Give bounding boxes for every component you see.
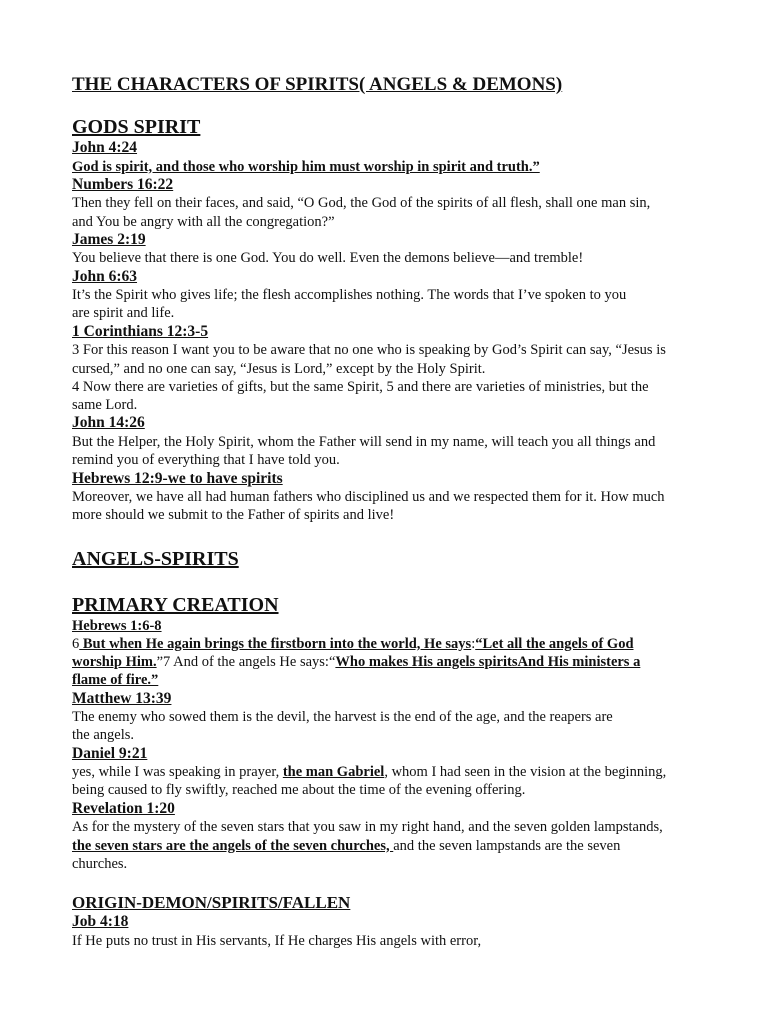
verse-hebrews-12-9-line2: more should we submit to the Father of spirits and live! [72,507,395,524]
verse-hebrews-1-6-quote1-end: worship Him. [72,653,157,670]
verse-hebrews-1-7-quote: Who makes His angels spiritsAnd His ministers a [335,653,641,670]
ref-hebrews-12-9: Hebrews 12:9-we to have spirits [72,469,283,487]
document-title: THE CHARACTERS OF SPIRITS( ANGELS & DEMONS) [72,74,563,95]
verse-revelation-1-20-line3: churches. [72,855,128,872]
heading-origin-demon: ORIGIN-DEMON/SPIRITS/FALLEN [72,893,351,913]
ref-revelation-1-20: Revelation 1:20 [72,799,175,817]
verse-revelation-post: and the seven lampstands are the seven [393,837,621,854]
heading-primary-creation: PRIMARY CREATION [72,593,279,616]
verse-hebrews-1-6-phrase1: But when He again brings the firstborn into the world, He says [79,635,472,652]
verse-number-6: 6 [72,635,80,652]
verse-daniel-9-21-line2: being caused to fly swiftly, reached me about the time of the evening offering. [72,782,526,799]
verse-1-corinthians-line2: cursed,” and no one can say, “Jesus is Lord,” except by the Holy Spirit. [72,360,486,377]
verse-matthew-13-39-line1: The enemy who sowed them is the devil, the harvest is the end of the age, and the reapers are [72,709,613,726]
ref-1-corinthians-12-3-5: 1 Corinthians 12:3-5 [72,322,209,340]
heading-angels-spirits: ANGELS-SPIRITS [72,547,239,570]
verse-james-2-19: You believe that there is one God. You do well. Even the demons believe—and tremble! [72,250,584,267]
verse-matthew-13-39-line2: the angels. [72,727,135,744]
verse-1-corinthians-line4: same Lord. [72,397,138,414]
verse-john-4-24: God is spirit, and those who worship him must worship in spirit and truth.” [72,158,540,175]
verse-numbers-16-22-line1: Then they fell on their faces, and said, “O God, the God of the spirits of all flesh, shall one man sin, [72,195,651,212]
ref-hebrews-1-6-8: Hebrews 1:6-8 [72,617,162,634]
verse-john-14-26-line1: But the Helper, the Holy Spirit, whom the Father will send in my name, will teach you all things and [72,433,656,450]
verse-daniel-9-21-line1 [72,763,692,781]
verse-hebrews-1-6-quote1: “Let all the angels of God [475,635,634,652]
ref-job-4-18: Job 4:18 [72,913,129,931]
ref-john-4-24: John 4:24 [72,139,138,156]
verse-revelation-1-20-line2 [72,837,692,855]
ref-numbers-16-22: Numbers 16:22 [72,175,174,193]
verse-1-corinthians-line3: 4 Now there are varieties of gifts, but the same Spirit, 5 and there are varieties of ministries, but the [72,378,649,395]
verse-revelation-1-20-line1: As for the mystery of the seven stars that you saw in my right hand, and the seven golden lampstands, [72,819,663,836]
verse-hebrews-1-6-8 [72,635,692,690]
verse-daniel-gabriel: the man Gabriel [282,764,385,781]
heading-gods-spirit: GODS SPIRIT [72,116,201,138]
verse-numbers-16-22-line2: and You be angry with all the congregation?” [72,213,335,230]
verse-john-6-63-line2: are spirit and life. [72,305,175,322]
ref-matthew-13-39: Matthew 13:39 [72,689,172,707]
verse-hebrews-12-9-line1: Moreover, we have all had human fathers who disciplined us and we respected them for it. How much [72,489,665,506]
verse-job-4-18: If He puts no trust in His servants, If He charges His angels with error, [72,932,482,949]
verse-hebrews-1-7-quote-end: flame of fire.” [72,672,159,689]
verse-daniel-post: , whom I had seen in the vision at the beginning, [384,764,667,781]
verse-daniel-pre: yes, while I was speaking in prayer, [72,764,283,781]
verse-revelation-bold: the seven stars are the angels of the seven churches, [72,837,394,854]
ref-daniel-9-21: Daniel 9:21 [72,744,148,762]
ref-john-14-26: John 14:26 [72,414,145,432]
verse-1-corinthians-line1: 3 For this reason I want you to be aware that no one who is speaking by God’s Spirit can say, “Jesus is [72,342,666,359]
ref-james-2-19: James 2:19 [72,230,146,248]
verse-john-6-63-line1: It’s the Spirit who gives life; the flesh accomplishes nothing. The words that I’ve spoken to you [72,287,627,304]
document-page [72,73,692,950]
verse-john-14-26-line2: remind you of everything that I have told you. [72,452,340,469]
verse-hebrews-1-7-intro: ”7 And of the angels He says:“ [156,653,336,670]
ref-john-6-63: John 6:63 [72,267,138,285]
verse-colon: : [471,635,476,652]
